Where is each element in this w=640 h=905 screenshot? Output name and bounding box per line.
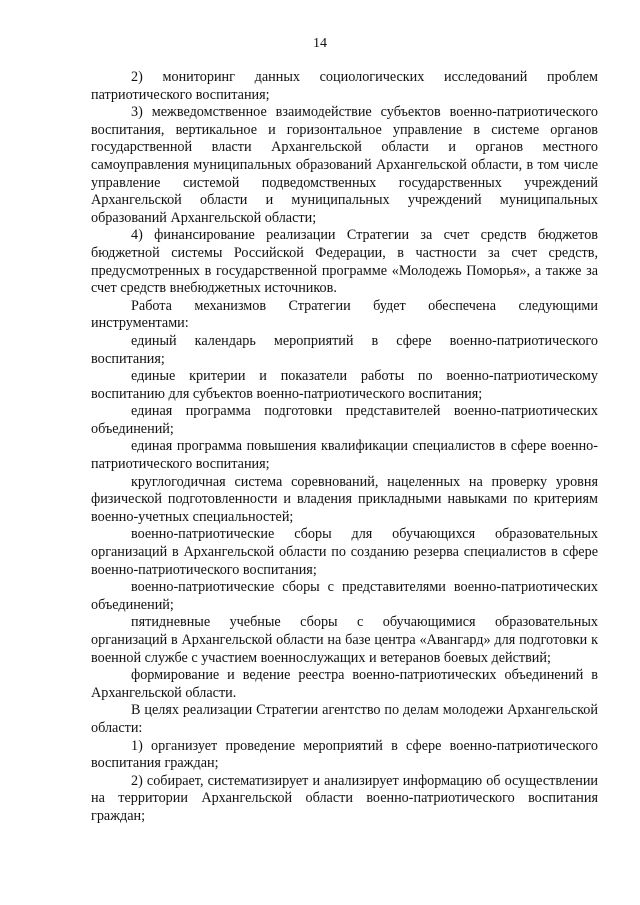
- paragraph-item-3: 3) межведомственное взаимодействие субъектов военно-патриотического воспитания, вертикальное и горизонтальное управление в системе органов государственной власти Архангельской области и органов местного самоуправления муниципальных образований Архангельской области, в том числе управление системой подведомственных государственных учреждений Архангельской области и муниципальных учреждений муниципальных образований Архангельской области;: [91, 104, 598, 226]
- paragraph-competitions: круглогодичная система соревнований, нацеленных на проверку уровня физической подготовленности и владения прикладными навыками по критериям военно-учетных специальностей;: [91, 473, 598, 525]
- paragraph-association-camps: военно-патриотические сборы с представителями военно-патриотических объединений;: [91, 579, 598, 613]
- paragraph-training-program: единая программа подготовки представителей военно-патриотических объединений;: [91, 403, 598, 437]
- page-number: 14: [313, 36, 327, 51]
- paragraph-agency-item-1: 1) организует проведение мероприятий в сфере военно-патриотического воспитания граждан;: [91, 737, 598, 772]
- paragraph-registry: формирование и ведение реестра военно-патриотических объединений в Архангельской области.: [91, 667, 598, 701]
- paragraph-calendar: единый календарь мероприятий в сфере военно-патриотического воспитания;: [91, 332, 598, 367]
- paragraph-item-4: 4) финансирование реализации Стратегии за счет средств бюджетов бюджетной системы Российской Федерации, в частности за счет средств, предусмотренных в государственной программе «Молодежь Поморья», а также за счет средств внебюджетных источников.: [91, 227, 598, 297]
- paragraph-agency-item-2: 2) собирает, систематизирует и анализирует информацию об осуществлении на территории Архангельской области военно-патриотического воспитания граждан;: [91, 772, 598, 824]
- paragraph-instruments-intro: Работа механизмов Стратегии будет обеспечена следующими инструментами:: [91, 297, 598, 332]
- paragraph-criteria: единые критерии и показатели работы по военно-патриотическому воспитанию для субъектов военно-патриотического воспитания;: [91, 368, 598, 402]
- paragraph-agency-intro: В целях реализации Стратегии агентство по делам молодежи Архангельской области:: [91, 702, 598, 736]
- paragraph-qualification-program: единая программа повышения квалификации специалистов в сфере военно-патриотического воспитания;: [91, 438, 598, 473]
- document-body: [91, 69, 598, 826]
- paragraph-item-2: 2) мониторинг данных социологических исследований проблем патриотического воспитания;: [91, 69, 598, 103]
- paragraph-student-camps: военно-патриотические сборы для обучающихся образовательных организаций в Архангельской области по созданию резерва специалистов в сфере военно-патриотического воспитания;: [91, 526, 598, 578]
- paragraph-five-day-camps: пятидневные учебные сборы с обучающимися образовательных организаций в Архангельской области на базе центра «Авангард» для подготовки к военной службе с участием военнослужащих и ветеранов боевых действий;: [91, 614, 598, 666]
